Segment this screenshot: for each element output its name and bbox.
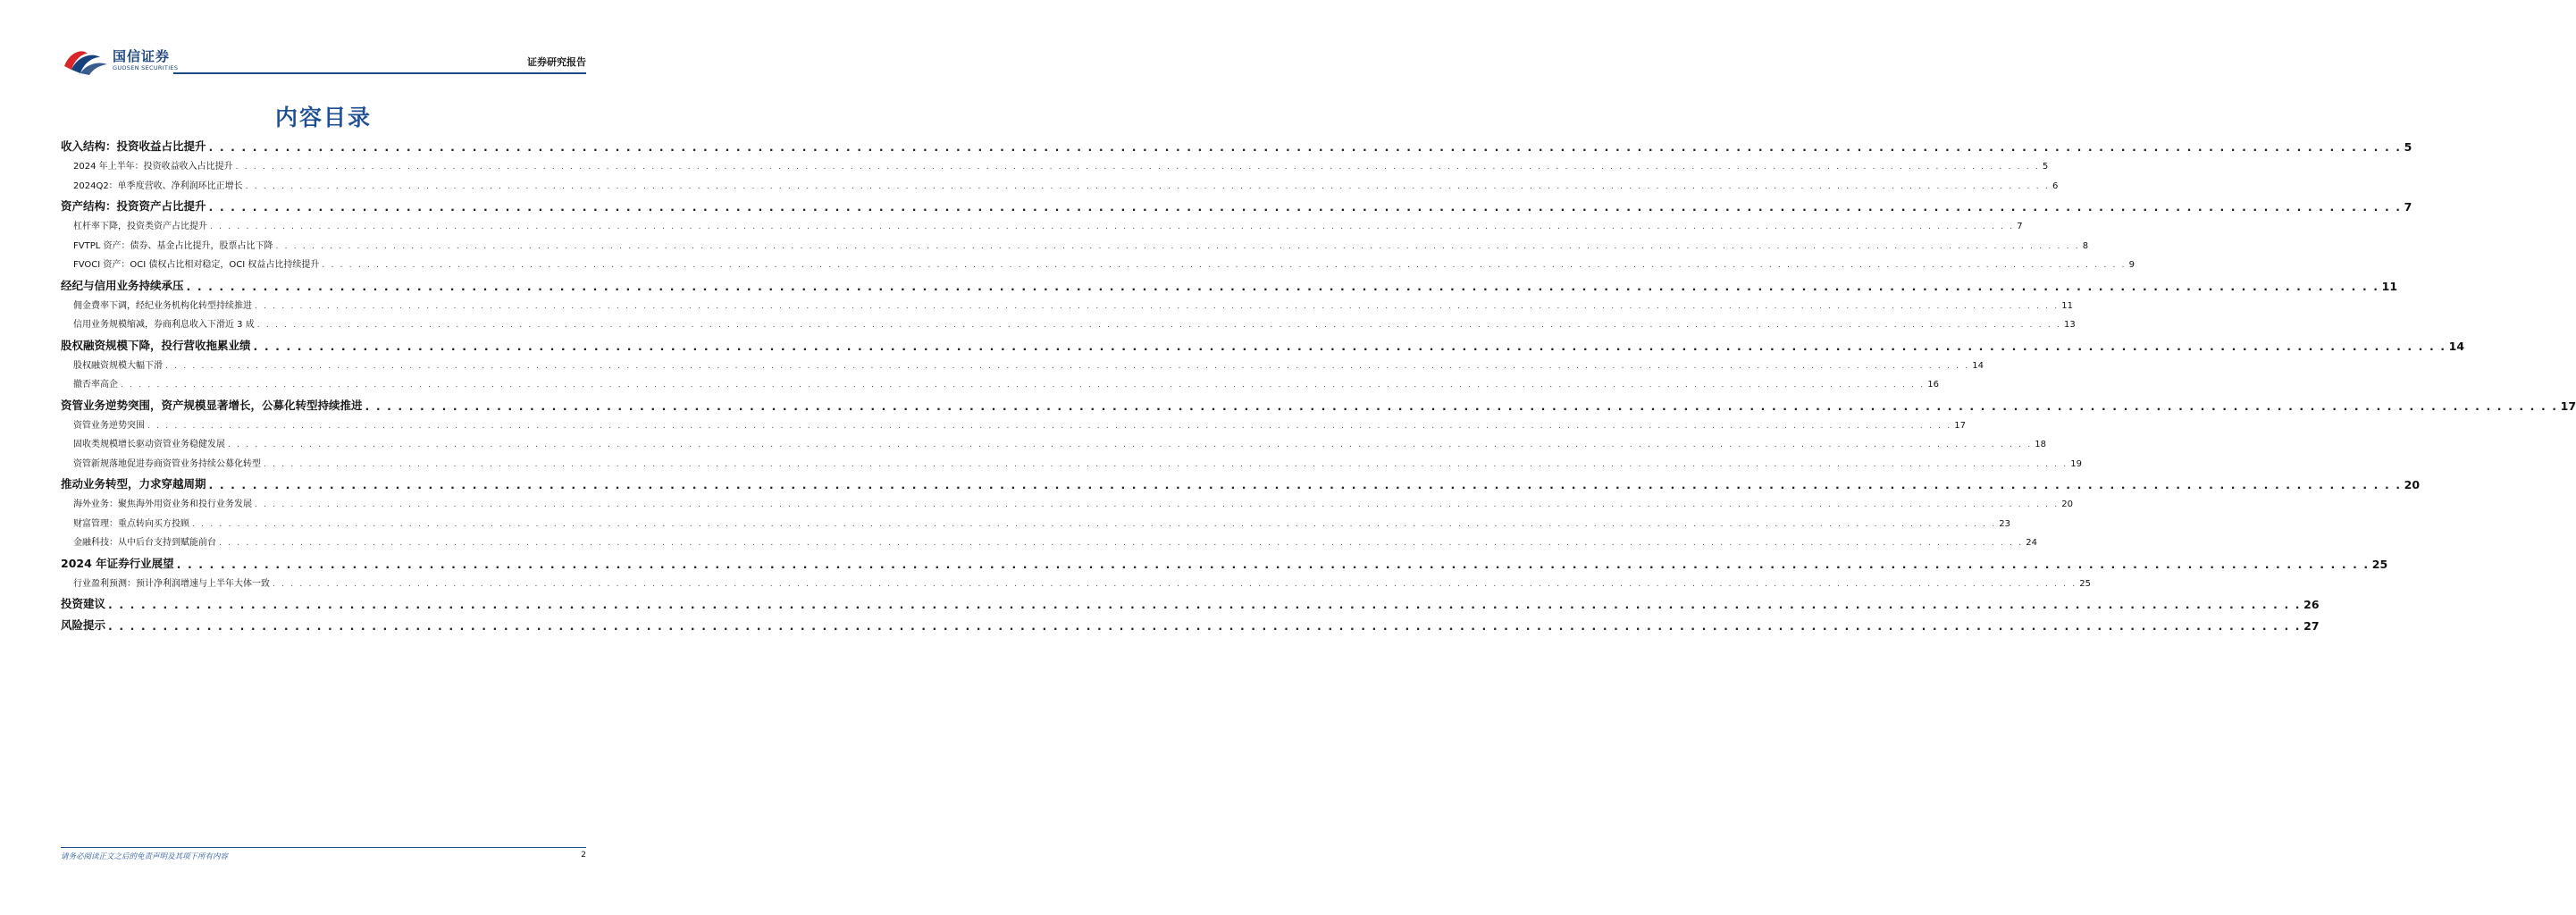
guosen-logo-icon [61,46,109,75]
report-type-label: 证券研究报告 [527,56,586,68]
toc-subsection-entry[interactable] [61,155,2049,172]
toc-subsection-page: 25 [2079,578,2092,589]
toc-subsection-entry[interactable] [61,254,2135,270]
toc-section-page: 14 [2448,339,2465,353]
toc-subsection-label: 行业盈利预测：预计净利润增速与上半年大体一致 [73,578,270,589]
toc-leader-dots: . . . . . . . . . . . . . . . . . . . . . . . . . . . . . . . . . . . . . . . . . . . . . . . . . . . . . . . . . . . . . . . . . . . . . . . . . . . . . . . . . . . . . . . . . . . . . . . . . . . . . . . . . . . . . . . . . . . . . . . . . . . . . . . . . . . . . . . . . . . . . . . . . . . . . . . . . . . . . . . . . . . . . . . . . . . . . . . . . . . . . . . . . . . . . . . . . . . . . . . . [208,478,2402,491]
toc-section-label: 股权融资规模下降，投行营收拖累业绩 [61,338,251,352]
toc-leader-dots: . . . . . . . . . . . . . . . . . . . . . . . . . . . . . . . . . . . . . . . . . . . . . . . . . . . . . . . . . . . . . . . . . . . . . . . . . . . . . . . . . . . . . . . . . . . . . . . . . . . . . . . . . . . . . . . . . . . . . . . . . . . . . . . . . . . . . . . . . . . . . . . . . . . . . . . . . . . . . . . . . . . . . . . . . . . . . . . . . . . . . . . . . . . . . . . . . . . . . . . . [245,181,2050,191]
footer-disclaimer: 请务必阅读正文之后的免责声明及其项下所有内容 [61,852,229,861]
logo-text-cn: 国信证券 [113,48,171,64]
toc-section-label: 收入结构：投资收益占比提升 [61,139,206,153]
toc-subsection-page: 8 [2082,240,2089,251]
toc-leader-dots: . . . . . . . . . . . . . . . . . . . . . . . . . . . . . . . . . . . . . . . . . . . . . . . . . . . . . . . . . . . . . . . . . . . . . . . . . . . . . . . . . . . . . . . . . . . . . . . . . . . . . . . . . . . . . . . . . . . . . . . . . . . . . . . . . . . . . . . . . . . . . . . . . . . . . . . . . . . . . . . . . . . . . . . . . . . . . . . . . . . . . . . . . . . . . . . . . . . . . . . . [208,200,2402,214]
toc-section-entry[interactable] [61,615,2320,633]
toc-subsection-label: 信用业务规模缩减，券商利息收入下滑近 3 成 [73,320,255,330]
header-divider [173,72,586,74]
toc-section-label: 风险提示 [61,618,106,632]
toc-subsection-page: 17 [1954,420,1967,431]
toc-subsection-entry[interactable] [61,295,2074,311]
toc-subsection-entry[interactable] [61,453,2083,469]
toc-subsection-label: FVOCI 资产：OCI 债权占比相对稳定，OCI 权益占比持续提升 [73,260,320,270]
toc-subsection-page: 13 [2064,320,2076,330]
toc-subsection-entry[interactable] [61,314,2076,330]
toc-subsection-label: 撤否率高企 [73,380,118,390]
toc-subsection-page: 23 [1999,518,2011,529]
toc-subsection-page: 7 [2017,222,2023,231]
toc-leader-dots: . . . . . . . . . . . . . . . . . . . . . . . . . . . . . . . . . . . . . . . . . . . . . . . . . . . . . . . . . . . . . . . . . . . . . . . . . . . . . . . . . . . . . . . . . . . . . . . . . . . . . . . . . . . . . . . . . . . . . . . . . . . . . . . . . . . . . . . . . . . . . . . . . . . . . . . . . . . . . . . . . . . . . . . . . . . . . . . . . . . . . . . . . . . . . . . . . . . . . . . . [210,222,2015,231]
toc-subsection-page: 19 [2070,458,2083,469]
toc-subsection-entry[interactable] [61,513,2011,529]
page-number: 2 [581,851,586,860]
toc-section-page: 25 [2371,557,2388,571]
toc-leader-dots: . . . . . . . . . . . . . . . . . . . . . . . . . . . . . . . . . . . . . . . . . . . . . . . . . . . . . . . . . . . . . . . . . . . . . . . . . . . . . . . . . . . . . . . . . . . . . . . . . . . . . . . . . . . . . . . . . . . . . . . . . . . . . . . . . . . . . . . . . . . . . . . . . . . . . . . . . . . . . . . . . . . . . . . . . . . . . . . . . . . . . . . . . . . . . . . . . . . . . . . . [108,598,2302,611]
toc-section-label: 资产结构：投资资产占比提升 [61,199,206,213]
toc-section-page: 17 [2560,399,2576,413]
toc-leader-dots: . . . . . . . . . . . . . . . . . . . . . . . . . . . . . . . . . . . . . . . . . . . . . . . . . . . . . . . . . . . . . . . . . . . . . . . . . . . . . . . . . . . . . . . . . . . . . . . . . . . . . . . . . . . . . . . . . . . . . . . . . . . . . . . . . . . . . . . . . . . . . . . . . . . . . . . . . . . . . . . . . . . . . . . . . . . . . . . . . . . . . . . . . . . . . . . . . . . . . . . . [255,301,2060,311]
toc-leader-dots: . . . . . . . . . . . . . . . . . . . . . . . . . . . . . . . . . . . . . . . . . . . . . . . . . . . . . . . . . . . . . . . . . . . . . . . . . . . . . . . . . . . . . . . . . . . . . . . . . . . . . . . . . . . . . . . . . . . . . . . . . . . . . . . . . . . . . . . . . . . . . . . . . . . . . . . . . . . . . . . . . . . . . . . . . . . . . . . . . . . . . . . . . . . . . . . . . . . . . . . . [253,339,2446,353]
toc-subsection-entry[interactable] [61,433,2047,449]
toc-subsection-label: 财富管理：重点转向买方投顾 [73,518,189,529]
toc-subsection-page: 9 [2128,260,2135,270]
toc-leader-dots: . . . . . . . . . . . . . . . . . . . . . . . . . . . . . . . . . . . . . . . . . . . . . . . . . . . . . . . . . . . . . . . . . . . . . . . . . . . . . . . . . . . . . . . . . . . . . . . . . . . . . . . . . . . . . . . . . . . . . . . . . . . . . . . . . . . . . . . . . . . . . . . . . . . . . . . . . . . . . . . . . . . . . . . . . . . . . . . . . . . . . . . . . . . . . . . . . . . . . . . . [147,421,1952,431]
toc-subsection-entry[interactable] [61,493,2074,509]
toc-subsection-label: 杠杆率下降，投资类资产占比提升 [73,222,207,231]
toc-leader-dots: . . . . . . . . . . . . . . . . . . . . . . . . . . . . . . . . . . . . . . . . . . . . . . . . . . . . . . . . . . . . . . . . . . . . . . . . . . . . . . . . . . . . . . . . . . . . . . . . . . . . . . . . . . . . . . . . . . . . . . . . . . . . . . . . . . . . . . . . . . . . . . . . . . . . . . . . . . . . . . . . . . . . . . . . . . . . . . . . . . . . . . . . . . . . . . . . . . . . . . . . [208,140,2402,154]
toc-leader-dots: . . . . . . . . . . . . . . . . . . . . . . . . . . . . . . . . . . . . . . . . . . . . . . . . . . . . . . . . . . . . . . . . . . . . . . . . . . . . . . . . . . . . . . . . . . . . . . . . . . . . . . . . . . . . . . . . . . . . . . . . . . . . . . . . . . . . . . . . . . . . . . . . . . . . . . . . . . . . . . . . . . . . . . . . . . . . . . . . . . . . . . . . . . . . . . . . . . . . . . . . [264,459,2068,469]
logo-text-en: GUOSEN SECURITIES [113,64,179,71]
toc-subsection-entry[interactable] [61,355,1984,371]
page-header [61,45,586,77]
toc-subsection-label: 固收类规模增长驱动资管业务稳健发展 [73,440,225,449]
toc-subsection-label: FVTPL 资产：债券、基金占比提升，股票占比下降 [73,240,273,251]
toc-subsection-entry[interactable] [61,235,2089,251]
toc-subsection-label: 海外业务：聚焦海外用资业务和投行业务发展 [73,499,252,509]
toc-title: 内容目录 [274,105,372,130]
toc-subsection-page: 24 [2026,538,2038,548]
toc-subsection-entry[interactable] [61,215,2023,231]
toc-leader-dots: . . . . . . . . . . . . . . . . . . . . . . . . . . . . . . . . . . . . . . . . . . . . . . . . . . . . . . . . . . . . . . . . . . . . . . . . . . . . . . . . . . . . . . . . . . . . . . . . . . . . . . . . . . . . . . . . . . . . . . . . . . . . . . . . . . . . . . . . . . . . . . . . . . . . . . . . . . . . . . . . . . . . . . . . . . . . . . . . . . . . . . . . . . . . . . . . . . . . . . . . [176,557,2370,571]
toc-leader-dots: . . . . . . . . . . . . . . . . . . . . . . . . . . . . . . . . . . . . . . . . . . . . . . . . . . . . . . . . . . . . . . . . . . . . . . . . . . . . . . . . . . . . . . . . . . . . . . . . . . . . . . . . . . . . . . . . . . . . . . . . . . . . . . . . . . . . . . . . . . . . . . . . . . . . . . . . . . . . . . . . . . . . . . . . . . . . . . . . . . . . . . . . . . . . . . . . . . . . . . . . [255,500,2060,509]
toc-section-label: 2024 年证券行业展望 [61,556,174,570]
toc-section-entry[interactable] [61,275,2398,293]
toc-subsection-page: 16 [1927,380,1940,390]
toc-leader-dots: . . . . . . . . . . . . . . . . . . . . . . . . . . . . . . . . . . . . . . . . . . . . . . . . . . . . . . . . . . . . . . . . . . . . . . . . . . . . . . . . . . . . . . . . . . . . . . . . . . . . . . . . . . . . . . . . . . . . . . . . . . . . . . . . . . . . . . . . . . . . . . . . . . . . . . . . . . . . . . . . . . . . . . . . . . . . . . . . . . . . . . . . . . . . . . . . . . . . . . . . [186,279,2379,293]
toc-leader-dots: . . . . . . . . . . . . . . . . . . . . . . . . . . . . . . . . . . . . . . . . . . . . . . . . . . . . . . . . . . . . . . . . . . . . . . . . . . . . . . . . . . . . . . . . . . . . . . . . . . . . . . . . . . . . . . . . . . . . . . . . . . . . . . . . . . . . . . . . . . . . . . . . . . . . . . . . . . . . . . . . . . . . . . . . . . . . . . . . . . . . . . . . . . . . . . . . . . . . . . . . [192,519,1997,529]
toc-section-entry[interactable] [61,136,2412,154]
toc-leader-dots: . . . . . . . . . . . . . . . . . . . . . . . . . . . . . . . . . . . . . . . . . . . . . . . . . . . . . . . . . . . . . . . . . . . . . . . . . . . . . . . . . . . . . . . . . . . . . . . . . . . . . . . . . . . . . . . . . . . . . . . . . . . . . . . . . . . . . . . . . . . . . . . . . . . . . . . . . . . . . . . . . . . . . . . . . . . . . . . . . . . . . . . . . . . . . . . . . . . . . . . . [121,381,1926,390]
toc-leader-dots: . . . . . . . . . . . . . . . . . . . . . . . . . . . . . . . . . . . . . . . . . . . . . . . . . . . . . . . . . . . . . . . . . . . . . . . . . . . . . . . . . . . . . . . . . . . . . . . . . . . . . . . . . . . . . . . . . . . . . . . . . . . . . . . . . . . . . . . . . . . . . . . . . . . . . . . . . . . . . . . . . . . . . . . . . . . . . . . . . . . . . . . . . . . . . . . . . . . . . . . . [219,539,2024,548]
toc-section-entry[interactable] [61,553,2388,571]
toc-section-entry[interactable] [61,335,2465,353]
toc-section-page: 20 [2404,478,2421,491]
toc-section-entry[interactable] [61,196,2412,214]
toc-leader-dots: . . . . . . . . . . . . . . . . . . . . . . . . . . . . . . . . . . . . . . . . . . . . . . . . . . . . . . . . . . . . . . . . . . . . . . . . . . . . . . . . . . . . . . . . . . . . . . . . . . . . . . . . . . . . . . . . . . . . . . . . . . . . . . . . . . . . . . . . . . . . . . . . . . . . . . . . . . . . . . . . . . . . . . . . . . . . . . . . . . . . . . . . . . . . . . . . . . . . . . . . [165,361,1970,371]
toc-leader-dots: . . . . . . . . . . . . . . . . . . . . . . . . . . . . . . . . . . . . . . . . . . . . . . . . . . . . . . . . . . . . . . . . . . . . . . . . . . . . . . . . . . . . . . . . . . . . . . . . . . . . . . . . . . . . . . . . . . . . . . . . . . . . . . . . . . . . . . . . . . . . . . . . . . . . . . . . . . . . . . . . . . . . . . . . . . . . . . . . . . . . . . . . . . . . . . . . . . . . . . . . [235,163,2040,172]
footer-divider [61,847,586,848]
toc-subsection-label: 佣金费率下调，经纪业务机构化转型持续推进 [73,300,252,311]
toc-section-entry[interactable] [61,593,2320,611]
toc-section-page: 27 [2303,619,2320,633]
toc-section-page: 26 [2303,598,2320,611]
toc-section-page: 7 [2404,200,2412,214]
toc-leader-dots: . . . . . . . . . . . . . . . . . . . . . . . . . . . . . . . . . . . . . . . . . . . . . . . . . . . . . . . . . . . . . . . . . . . . . . . . . . . . . . . . . . . . . . . . . . . . . . . . . . . . . . . . . . . . . . . . . . . . . . . . . . . . . . . . . . . . . . . . . . . . . . . . . . . . . . . . . . . . . . . . . . . . . . . . . . . . . . . . . . . . . . . . . . . . . . . . . . . . . . . . [228,441,2033,449]
toc-subsection-label: 股权融资规模大幅下滑 [73,360,163,371]
toc-section-page: 11 [2381,279,2398,293]
company-logo [61,45,186,77]
toc-subsection-page: 6 [2052,180,2059,191]
toc-leader-dots: . . . . . . . . . . . . . . . . . . . . . . . . . . . . . . . . . . . . . . . . . . . . . . . . . . . . . . . . . . . . . . . . . . . . . . . . . . . . . . . . . . . . . . . . . . . . . . . . . . . . . . . . . . . . . . . . . . . . . . . . . . . . . . . . . . . . . . . . . . . . . . . . . . . . . . . . . . . . . . . . . . . . . . . . . . . . . . . . . . . . . . . . . . . . . . . . . . . . . . . . [322,261,2127,270]
toc-subsection-entry[interactable] [61,374,1940,390]
toc-subsection-label: 金融科技：从中后台支持到赋能前台 [73,538,216,548]
toc-subsection-entry[interactable] [61,175,2059,191]
toc-subsection-entry[interactable] [61,532,2038,548]
toc-leader-dots: . . . . . . . . . . . . . . . . . . . . . . . . . . . . . . . . . . . . . . . . . . . . . . . . . . . . . . . . . . . . . . . . . . . . . . . . . . . . . . . . . . . . . . . . . . . . . . . . . . . . . . . . . . . . . . . . . . . . . . . . . . . . . . . . . . . . . . . . . . . . . . . . . . . . . . . . . . . . . . . . . . . . . . . . . . . . . . . . . . . . . . . . . . . . . . . . . . . . . . . . [273,579,2077,589]
toc-section-entry[interactable] [61,395,2576,413]
toc-section-label: 投资建议 [61,597,106,610]
toc-subsection-page: 14 [1972,360,1984,371]
toc-section-entry[interactable] [61,474,2421,491]
toc-subsection-page: 20 [2061,499,2074,509]
toc-subsection-page: 11 [2061,300,2074,311]
toc-section-label: 推动业务转型，力求穿越周期 [61,477,206,491]
toc-leader-dots: . . . . . . . . . . . . . . . . . . . . . . . . . . . . . . . . . . . . . . . . . . . . . . . . . . . . . . . . . . . . . . . . . . . . . . . . . . . . . . . . . . . . . . . . . . . . . . . . . . . . . . . . . . . . . . . . . . . . . . . . . . . . . . . . . . . . . . . . . . . . . . . . . . . . . . . . . . . . . . . . . . . . . . . . . . . . . . . . . . . . . . . . . . . . . . . . . . . . . . . . [256,321,2062,330]
toc-section-label: 经纪与信用业务持续承压 [61,278,184,292]
toc-leader-dots: . . . . . . . . . . . . . . . . . . . . . . . . . . . . . . . . . . . . . . . . . . . . . . . . . . . . . . . . . . . . . . . . . . . . . . . . . . . . . . . . . . . . . . . . . . . . . . . . . . . . . . . . . . . . . . . . . . . . . . . . . . . . . . . . . . . . . . . . . . . . . . . . . . . . . . . . . . . . . . . . . . . . . . . . . . . . . . . . . . . . . . . . . . . . . . . . . . . . . . . . [108,619,2302,633]
toc-subsection-label: 资管业务逆势突围 [73,420,145,431]
toc-subsection-entry[interactable] [61,415,1967,431]
toc-subsection-page: 5 [2042,162,2049,172]
toc-section-page: 5 [2404,140,2412,154]
toc-leader-dots: . . . . . . . . . . . . . . . . . . . . . . . . . . . . . . . . . . . . . . . . . . . . . . . . . . . . . . . . . . . . . . . . . . . . . . . . . . . . . . . . . . . . . . . . . . . . . . . . . . . . . . . . . . . . . . . . . . . . . . . . . . . . . . . . . . . . . . . . . . . . . . . . . . . . . . . . . . . . . . . . . . . . . . . . . . . . . . . . . . . . . . . . . . . . . . . . . . . . . . . . [365,399,2558,413]
toc-subsection-entry[interactable] [61,573,2092,589]
toc-subsection-label: 2024Q2：单季度营收、净利润环比正增长 [73,180,243,191]
toc-subsection-label: 2024 年上半年：投资收益收入占比提升 [73,162,233,172]
toc-leader-dots: . . . . . . . . . . . . . . . . . . . . . . . . . . . . . . . . . . . . . . . . . . . . . . . . . . . . . . . . . . . . . . . . . . . . . . . . . . . . . . . . . . . . . . . . . . . . . . . . . . . . . . . . . . . . . . . . . . . . . . . . . . . . . . . . . . . . . . . . . . . . . . . . . . . . . . . . . . . . . . . . . . . . . . . . . . . . . . . . . . . . . . . . . . . . . . . . . . . . . . . . [275,241,2080,251]
toc-subsection-page: 18 [2035,440,2047,449]
toc-section-label: 资管业务逆势突围，资产规模显著增长，公募化转型持续推进 [61,398,363,412]
toc-subsection-label: 资管新规落地促进券商资管业务持续公募化转型 [73,458,261,469]
